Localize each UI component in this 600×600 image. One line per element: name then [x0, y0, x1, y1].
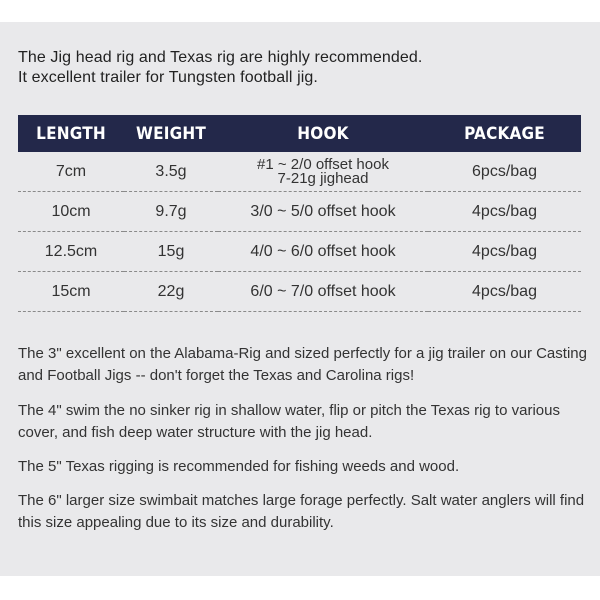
table-row	[18, 232, 581, 272]
cell-hook: 4/0 ~ 6/0 offset hook	[218, 232, 428, 272]
intro-text	[18, 48, 422, 88]
table-row	[18, 272, 581, 312]
cell-weight: 22g	[124, 272, 218, 312]
spec-table-header	[18, 115, 581, 152]
header-hook: HOOK	[297, 123, 349, 144]
header-package: PACKAGE	[464, 123, 545, 144]
cell-weight: 3.5g	[124, 152, 218, 192]
cell-weight: 15g	[124, 232, 218, 272]
hook-line: 7-21g jighead	[277, 169, 369, 187]
cell-package: 4pcs/bag	[428, 272, 581, 312]
cell-hook: 6/0 ~ 7/0 offset hook	[218, 272, 428, 312]
cell-length: 12.5cm	[18, 232, 124, 272]
cell-hook	[218, 152, 428, 192]
cell-length: 15cm	[18, 272, 124, 312]
table-row	[18, 192, 581, 232]
cell-package: 6pcs/bag	[428, 152, 581, 192]
cell-package: 4pcs/bag	[428, 232, 581, 272]
header-weight: WEIGHT	[136, 123, 206, 144]
table-row	[18, 152, 581, 192]
description-3-inch: The 3" excellent on the Alabama-Rig and sized perfectly for a jig trailer on our Casting and Football Jigs -- don't forget the Texas and Carolina rigs!	[18, 345, 587, 384]
product-spec-panel	[0, 22, 600, 576]
cell-hook: 3/0 ~ 5/0 offset hook	[218, 192, 428, 232]
spec-table	[18, 115, 581, 312]
intro-line-1: The Jig head rig and Texas rig are highly recommended.	[18, 49, 423, 66]
description-5-inch: The 5" Texas rigging is recommended for fishing weeds and wood.	[18, 458, 460, 475]
description-6-inch: The 6" larger size swimbait matches large forage perfectly. Salt water anglers will find this size appealing due to its size and durability.	[18, 492, 585, 531]
cell-length: 7cm	[18, 152, 124, 192]
header-length: LENGTH	[36, 123, 106, 144]
description-4-inch: The 4" swim the no sinker rig in shallow water, flip or pitch the Texas rig to various cover, and fish deep water structure with the jig head.	[18, 402, 560, 441]
cell-weight: 9.7g	[124, 192, 218, 232]
cell-length: 10cm	[18, 192, 124, 232]
spec-table-body	[18, 152, 581, 312]
cell-package: 4pcs/bag	[428, 192, 581, 232]
table-header-row	[18, 115, 581, 152]
intro-line-2: It excellent trailer for Tungsten football jig.	[18, 69, 318, 86]
hook-line: #1 ~ 2/0 offset hook	[257, 155, 389, 173]
